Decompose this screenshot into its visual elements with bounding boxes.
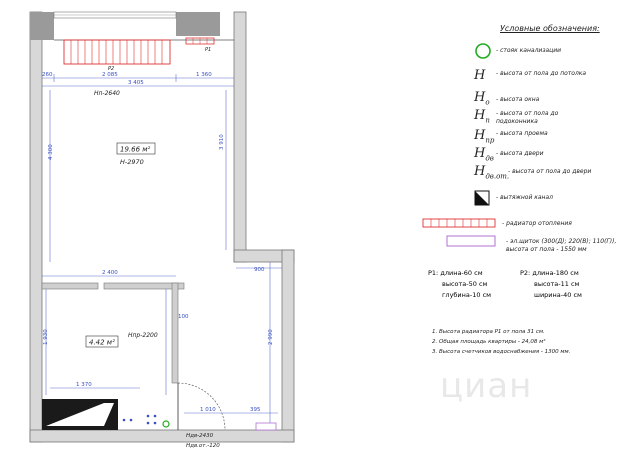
radiator-p1-specs [428,268,491,301]
plumbing-points [123,415,157,425]
bathtub-icon [42,399,118,430]
label-h-top: Нп-2640 [94,90,120,97]
radiator-p1-length: длина-60 см [440,269,483,277]
watermark: циан [440,366,533,406]
dim-bath-inner: 1 370 [76,382,92,388]
dim-bath-small: 100 [178,314,189,320]
dim-top-mid: 2 085 [102,72,118,78]
label-h-door: Ндв-2430 [186,433,214,439]
electrical-panel-legend-icon [446,235,498,247]
legend-title: Условные обозначения: [500,24,600,33]
room-bath-area: 4.42 м² [89,338,115,347]
legend-symbol-hdv: $H_{дв}$ [474,146,494,163]
dim-top-left: 260 [42,72,53,78]
dim-left-height: 4 300 [48,144,54,160]
radiator-p1-name: Р1: [428,269,439,277]
radiator-p2-length: длина-180 см [532,269,579,277]
walls [30,12,294,442]
radiator-p2-specs [520,268,582,301]
note-1: 1. Высота радиатора Р1 от пола 31 см. [432,329,545,335]
radiator-legend-icon [422,218,496,228]
radiator-p2-icon [64,40,170,64]
room-main-height: Н-2970 [120,158,144,166]
radiator-p2-width: ширина-40 см [534,291,582,299]
radiator-p2-height: высота-11 см [534,280,580,288]
legend-symbol-ho: $H_o$ [474,90,490,107]
radiator-p1-depth: глубина-10 см [442,291,492,299]
notes [432,327,570,357]
note-3: 3. Высота счетчиков водоснабжения - 1300 мм. [432,349,571,355]
legend-item-door: - высота двери [496,150,544,157]
dim-bath-height: 1 930 [43,329,49,345]
label-p1: Р1 [205,47,212,53]
radiator-p2-name: Р2: [520,269,531,277]
legend-item-radiator: - радиатор отопления [502,220,572,227]
room-main-area: 19.66 м² [120,145,151,154]
legend-symbol-hpr: $H_{пр}$ [474,128,495,145]
legend-item-window: - высота окна [496,96,540,103]
dim-top-right: 1 360 [196,72,212,78]
dim-top-total: 3 405 [128,80,144,86]
note-2: 2. Общая площадь квартиры - 24,08 м² [432,339,546,345]
dim-bottom-right: 395 [250,407,261,413]
sewer-riser-legend-icon [474,42,492,60]
radiator-p1-height: высота-50 см [442,280,488,288]
legend-item-vent: - вытяжной канал [496,194,553,201]
legend-symbol-hdvot: $H_{дв.от.}$ [474,164,510,181]
dim-bottom-mid: 1 010 [200,407,216,413]
legend-item-riser: - стояк канализации [496,47,562,54]
legend-item-sill: - высота от пола до подоконника [496,110,559,125]
radiator-p1-icon [186,38,214,44]
legend-item-panel: - эл.щиток (300(Д); 220(В); 110(Г)), высота от пола - 1550 мм [506,238,617,253]
dim-right-height: 3 910 [219,134,225,150]
electrical-panel-icon [256,423,276,430]
label-h-door-from: Ндв.от.-120 [186,443,220,449]
sewer-riser-icon [163,421,169,427]
legend-symbol-h: H [474,68,486,83]
window [54,12,176,18]
side-dimensions [50,90,226,262]
legend-item-opening: - высота проема [496,130,548,137]
dim-bath-width: 2 400 [102,270,118,276]
legend-symbol-hp: $H_п$ [474,108,490,125]
legend-item-door-from: - высота от пола до двери [508,168,592,175]
label-p2: Р2 [108,66,115,72]
dim-step: 900 [254,267,265,273]
exhaust-vent-icon [474,190,490,206]
label-h-bath: Нпр-2200 [128,332,158,339]
legend-item-ceiling: - высота от пола до потолка [496,70,587,77]
dim-corridor-height: 2 990 [268,329,274,345]
